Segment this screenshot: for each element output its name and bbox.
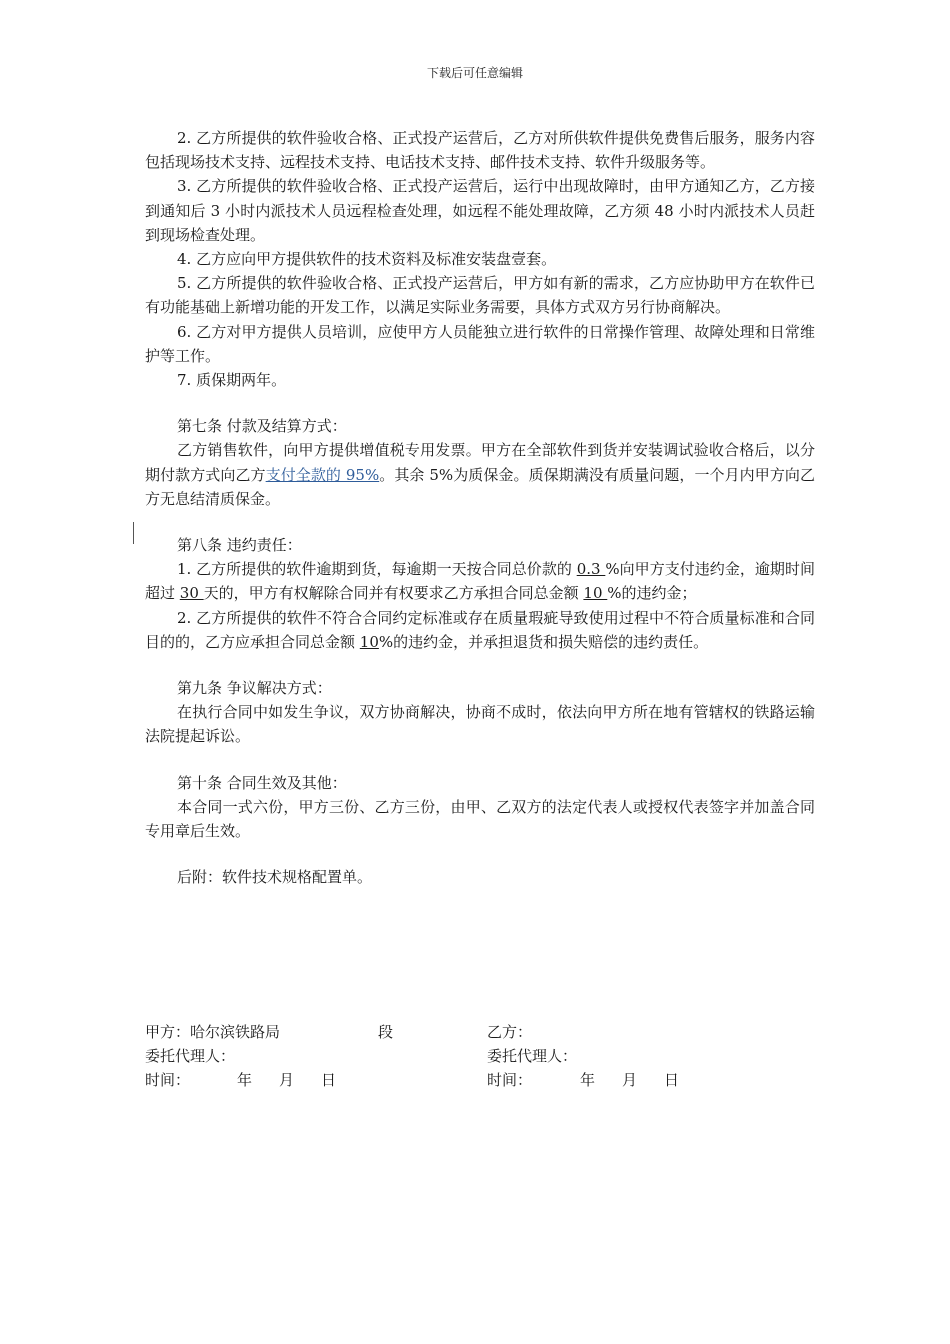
text-run: %向甲方支付违约金，逾期时间超过 — [145, 560, 815, 603]
article-9-body: 在执行合同中如发生争议，双方协商解决，协商不成时，依法向甲方所在地有管辖权的铁路运输法院提起诉讼。 — [145, 703, 815, 746]
page-header: 下载后可任意编辑 — [426, 66, 523, 80]
clause-item-2: 2. 乙方所提供的软件验收合格、正式投产运营后，乙方对所供软件提供免费售后服务，服务内容包括现场技术支持、远程技术支持、电话技术支持、邮件技术支持、软件升级服务等。 — [145, 129, 815, 172]
party-b-label: 乙方： — [487, 1023, 533, 1041]
text-run: %的违约金； — [607, 584, 697, 603]
article-7-text-pre: 乙方销售软件，向甲方提供增值税专用发票。甲方在全部软件到货并安装调试验收合格后，以分期付款方式向乙方 — [145, 441, 815, 484]
document-body — [145, 126, 815, 889]
overdue-days-blank: 30 — [179, 584, 204, 603]
payment-link[interactable]: 支付全款的 95% — [265, 465, 380, 484]
month-b-label: 月 — [622, 1071, 638, 1089]
signature-block — [145, 1020, 825, 1092]
article-7-body — [145, 438, 815, 511]
penalty-rate-blank: 0.3 — [576, 560, 606, 579]
year-a-label: 年 — [237, 1071, 253, 1089]
time-a-label: 时间： — [145, 1071, 191, 1089]
signature-row-time — [145, 1068, 825, 1092]
article-8-item-2 — [145, 606, 815, 654]
text-run: 天的，甲方有权解除合同并有权要求乙方承担合同总金额 — [203, 584, 584, 603]
spacer — [145, 511, 815, 533]
spacer — [145, 749, 815, 771]
party-a-label: 甲方：哈尔滨铁路局 — [145, 1023, 281, 1041]
spacer — [145, 843, 815, 865]
clause-item-4: 4. 乙方应向甲方提供软件的技术资料及标准安装盘壹套。 — [177, 250, 557, 269]
agent-a-label: 委托代理人： — [145, 1047, 236, 1065]
text-run: 1. 乙方所提供的软件逾期到货，每逾期一天按合同总价款的 — [177, 560, 577, 579]
clause-item-5: 5. 乙方所提供的软件验收合格、正式投产运营后，甲方如有新的需求，乙方应协助甲方在软件已有功能基础上新增功能的开发工作，以满足实际业务需要，具体方式双方另行协商解决。 — [145, 274, 815, 317]
signature-row-party — [145, 1020, 825, 1044]
article-8-title: 第八条 违约责任： — [177, 536, 302, 555]
article-7-title: 第七条 付款及结算方式： — [177, 417, 347, 436]
day-a-label: 日 — [321, 1071, 337, 1089]
text-run: 2. 乙方所提供的软件不符合合同约定标准或存在质量瑕疵导致使用过程中不符合质量标准和合同目的的，乙方应承担合同总金额 — [145, 608, 815, 651]
quality-penalty-blank: 10 — [359, 632, 379, 651]
article-10-body: 本合同一式六份，甲方三份、乙方三份，由甲、乙双方的法定代表人或授权代表签字并加盖合同专用章后生效。 — [145, 797, 815, 841]
month-a-label: 月 — [279, 1071, 295, 1089]
day-b-label: 日 — [664, 1071, 680, 1089]
appendix-note: 后附：软件技术规格配置单。 — [177, 868, 373, 887]
article-9-title: 第九条 争议解决方式： — [177, 679, 332, 698]
time-b-label: 时间： — [487, 1071, 533, 1089]
article-8-item-1 — [145, 557, 815, 605]
article-7-text-post: 。其余 5%为质保金。质保期满没有质量问题，一个月内甲方向乙方无息结清质保金。 — [145, 465, 815, 508]
agent-b-label: 委托代理人： — [487, 1047, 578, 1065]
clause-item-3: 3. 乙方所提供的软件验收合格、正式投产运营后，运行中出现故障时，由甲方通知乙方，乙方接到通知后 3 小时内派技术人员远程检查处理，如远程不能处理故障，乙方须 48 小时内派技术人员赶到现场检查处理。 — [145, 177, 815, 244]
year-b-label: 年 — [580, 1071, 596, 1089]
clause-item-7: 7. 质保期两年。 — [177, 371, 287, 390]
article-10-title: 第十条 合同生效及其他： — [177, 773, 347, 792]
penalty-percent-blank: 10 — [583, 584, 608, 603]
segment-label: 段 — [378, 1023, 394, 1041]
change-bar — [133, 522, 134, 544]
text-run: %的违约金，并承担退货和损失赔偿的违约责任。 — [378, 632, 709, 651]
spacer — [145, 654, 815, 676]
spacer — [145, 392, 815, 414]
signature-row-agent — [145, 1044, 825, 1068]
clause-item-6: 6. 乙方对甲方提供人员培训，应使甲方人员能独立进行软件的日常操作管理、故障处理和日常维护等工作。 — [145, 322, 815, 365]
